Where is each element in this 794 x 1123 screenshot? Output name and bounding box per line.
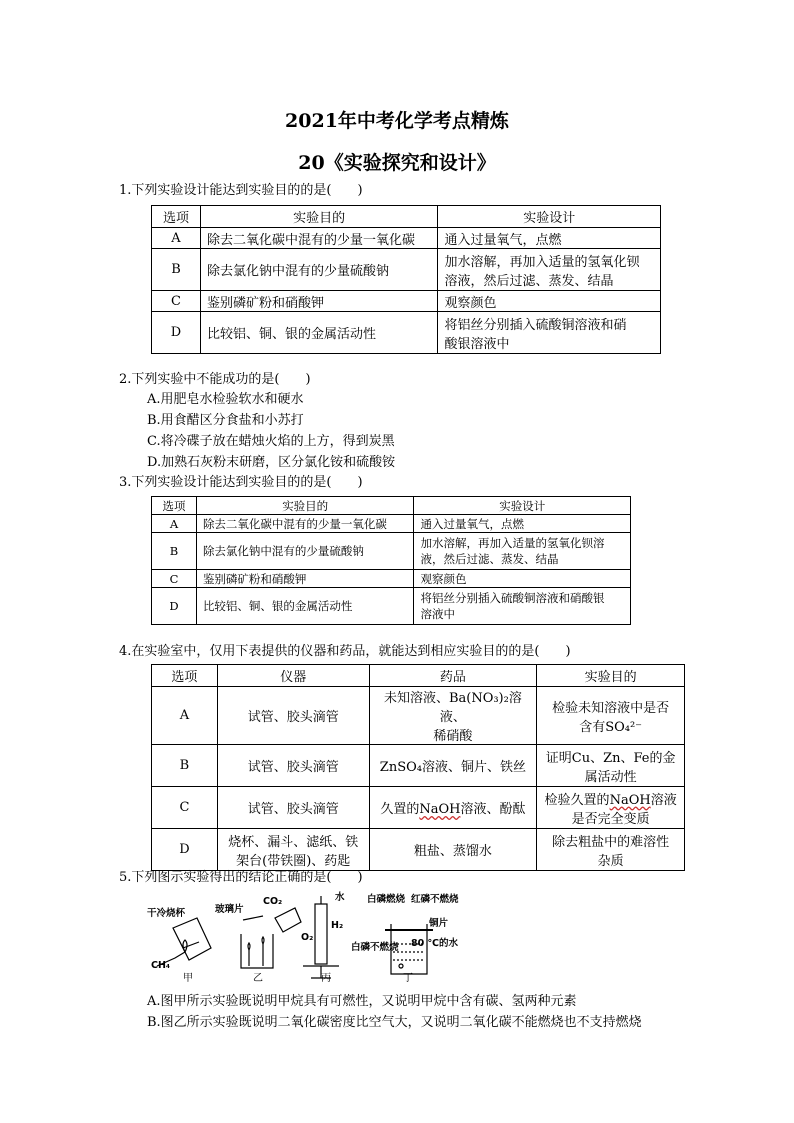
design-line: 将铝丝分别插入硫酸铜溶液和硝 — [444, 317, 627, 333]
instrument-cell: 试管、胶头滴管 — [217, 787, 369, 829]
aim-cell: 除去二氧化碳中混有的少量一氧化碳 — [196, 515, 414, 533]
design-line: 加水溶解，再加入适量的氢氧化钡溶 — [420, 536, 605, 550]
option-b: B.用食醋区分食盐和小苏打 — [147, 413, 304, 428]
table-header-row — [152, 206, 661, 228]
label-80c-water: 80 ℃的水 — [411, 938, 459, 949]
header-aim: 实验目的 — [200, 206, 438, 228]
aim-cell: 比较铝、铜、银的金属活动性 — [196, 588, 414, 625]
label-white-p-no-burn: 白磷不燃烧 — [351, 942, 399, 953]
header-reagent: 药品 — [369, 665, 537, 687]
reagent-cell — [369, 687, 537, 745]
question-3-stem: 3.下列实验设计能达到实验目的的是( ) — [119, 475, 363, 490]
design-cell — [414, 588, 631, 625]
header-option: 选项 — [152, 665, 218, 687]
design-cell — [438, 312, 661, 354]
design-line: 溶液，然后过滤、蒸发、结晶 — [444, 273, 614, 289]
table-row — [152, 588, 631, 625]
aim-cell: 除去氯化钠中混有的少量硫酸钠 — [200, 249, 438, 291]
label-copper: 铜片 — [429, 918, 449, 929]
option-cell: A — [152, 228, 201, 249]
naoh-text: NaOH — [609, 792, 651, 808]
label-water: 水 — [335, 892, 345, 903]
design-cell: 观察颜色 — [414, 570, 631, 588]
option-cell: C — [152, 787, 218, 829]
table-row — [152, 787, 685, 829]
table-row — [152, 687, 685, 745]
label-o2: O₂ — [301, 932, 314, 943]
aim-cell — [537, 687, 685, 745]
instrument-cell — [217, 829, 369, 871]
experiment-figure — [145, 888, 459, 984]
option-c: C.将冷碟子放在蜡烛火焰的上方，得到炭黑 — [147, 434, 395, 449]
design-cell: 通入过量氧气，点燃 — [414, 515, 631, 533]
question-4-table — [151, 664, 685, 871]
option-cell: B — [152, 249, 201, 291]
option-cell: D — [152, 829, 218, 871]
option-cell: C — [152, 570, 197, 588]
reagent-cell: ZnSO₄溶液、铜片、铁丝 — [369, 745, 537, 787]
table-row — [152, 312, 661, 354]
design-line: 溶液中 — [420, 607, 455, 621]
option-cell: D — [152, 312, 201, 354]
instrument-line: 架台(带铁圈)、药匙 — [236, 853, 351, 869]
aim-line: 杂质 — [597, 853, 624, 869]
header-instrument: 仪器 — [217, 665, 369, 687]
instrument-cell: 试管、胶头滴管 — [217, 745, 369, 787]
design-line: 酸银溶液中 — [444, 336, 510, 352]
header-design: 实验设计 — [414, 497, 631, 515]
aim-text: 检验久置的 — [544, 792, 610, 808]
reagent-line: 未知溶液、Ba(NO₃)₂溶液、 — [383, 691, 522, 725]
design-line: 加水溶解，再加入适量的氢氧化钡 — [444, 254, 640, 270]
label-cold-beaker: 干冷烧杯 — [147, 908, 186, 919]
reagent-cell: 粗盐、蒸馏水 — [369, 829, 537, 871]
header-option: 选项 — [152, 206, 201, 228]
question-3-table — [151, 496, 631, 625]
instrument-cell: 试管、胶头滴管 — [217, 687, 369, 745]
label-ding: 丁 — [403, 973, 413, 984]
aim-cell — [537, 745, 685, 787]
aim-line: 是否完全变质 — [571, 811, 650, 827]
table-row — [152, 533, 631, 570]
question-2-stem: 2.下列实验中不能成功的是( ) — [119, 372, 311, 387]
aim-line: 属活动性 — [584, 769, 637, 785]
q5-option-b: B.图乙所示实验既说明二氧化碳密度比空气大，又说明二氧化碳不能燃烧也不支持燃烧 — [147, 1015, 642, 1030]
page-subtitle: 20《实验探究和设计》 — [298, 152, 496, 174]
naoh-text: NaOH — [419, 802, 461, 817]
instrument-line: 烧杯、漏斗、滤纸、铁 — [228, 834, 359, 850]
figure-jia — [157, 918, 211, 966]
table-row — [152, 249, 661, 291]
option-cell: C — [152, 291, 201, 312]
option-d: D.加熟石灰粉末研磨，区分氯化铵和硫酸铵 — [147, 455, 396, 470]
option-cell: A — [152, 515, 197, 533]
option-cell: D — [152, 588, 197, 625]
question-4-stem: 4.在实验室中，仅用下表提供的仪器和药品，就能达到相应实验目的的是( ) — [119, 644, 571, 659]
label-h2: H₂ — [331, 920, 344, 931]
page-title: 2021年中考化学考点精炼 — [285, 110, 509, 132]
reagent-line: 稀硝酸 — [433, 729, 473, 744]
label-yi: 乙 — [253, 973, 263, 984]
reagent-text: 溶液、酚酞 — [460, 802, 526, 817]
table-header-row — [152, 665, 685, 687]
design-line: 液，然后过滤、蒸发、结晶 — [420, 552, 559, 566]
aim-cell — [537, 787, 685, 829]
table-row — [152, 228, 661, 249]
option-cell: B — [152, 533, 197, 570]
aim-cell: 比较铝、铜、银的金属活动性 — [200, 312, 438, 354]
question-1-table — [151, 205, 661, 354]
header-aim: 实验目的 — [196, 497, 414, 515]
design-cell: 通入过量氧气，点燃 — [438, 228, 661, 249]
aim-line: 含有SO₄²⁻ — [579, 719, 643, 735]
option-cell: A — [152, 687, 218, 745]
aim-line: 除去粗盐中的难溶性 — [552, 834, 670, 850]
aim-cell: 除去二氧化碳中混有的少量一氧化碳 — [200, 228, 438, 249]
aim-line: 证明Cu、Zn、Fe的金 — [545, 750, 676, 766]
aim-cell: 鉴别磷矿粉和硝酸钾 — [200, 291, 438, 312]
design-line: 将铝丝分别插入硫酸铜溶液和硝酸银 — [420, 591, 605, 605]
label-co2: CO₂ — [263, 896, 283, 907]
header-aim: 实验目的 — [537, 665, 685, 687]
table-header-row — [152, 497, 631, 515]
question-1-stem: 1.下列实验设计能达到实验目的的是( ) — [119, 183, 363, 198]
option-a: A.用肥皂水检验软水和硬水 — [147, 392, 304, 407]
table-row — [152, 291, 661, 312]
label-white-p-burns: 白磷燃烧 — [367, 894, 406, 905]
header-design: 实验设计 — [438, 206, 661, 228]
aim-line: 检验未知溶液中是否 — [552, 700, 670, 716]
design-cell — [438, 249, 661, 291]
reagent-text: 久置的 — [380, 802, 420, 817]
q5-option-a: A.图甲所示实验既说明甲烷具有可燃性，又说明甲烷中含有碳、氢两种元素 — [147, 994, 577, 1009]
reagent-cell — [369, 787, 537, 829]
label-jia: 甲 — [183, 973, 193, 984]
table-row — [152, 570, 631, 588]
table-row — [152, 745, 685, 787]
label-red-p: 红磷不燃烧 — [411, 894, 459, 905]
label-bing: 丙 — [321, 973, 331, 984]
aim-text: 溶液 — [650, 792, 677, 808]
figure-yi — [241, 908, 301, 968]
label-glass-plate: 玻璃片 — [215, 904, 244, 915]
design-cell: 观察颜色 — [438, 291, 661, 312]
question-5-stem: 5.下列图示实验得出的结论正确的是( ) — [119, 870, 363, 885]
aim-cell — [537, 829, 685, 871]
aim-cell: 除去氯化钠中混有的少量硫酸钠 — [196, 533, 414, 570]
table-row — [152, 829, 685, 871]
table-row — [152, 515, 631, 533]
option-cell: B — [152, 745, 218, 787]
aim-cell: 鉴别磷矿粉和硝酸钾 — [196, 570, 414, 588]
label-ch4: CH₄ — [151, 960, 171, 971]
design-cell — [414, 533, 631, 570]
header-option: 选项 — [152, 497, 197, 515]
